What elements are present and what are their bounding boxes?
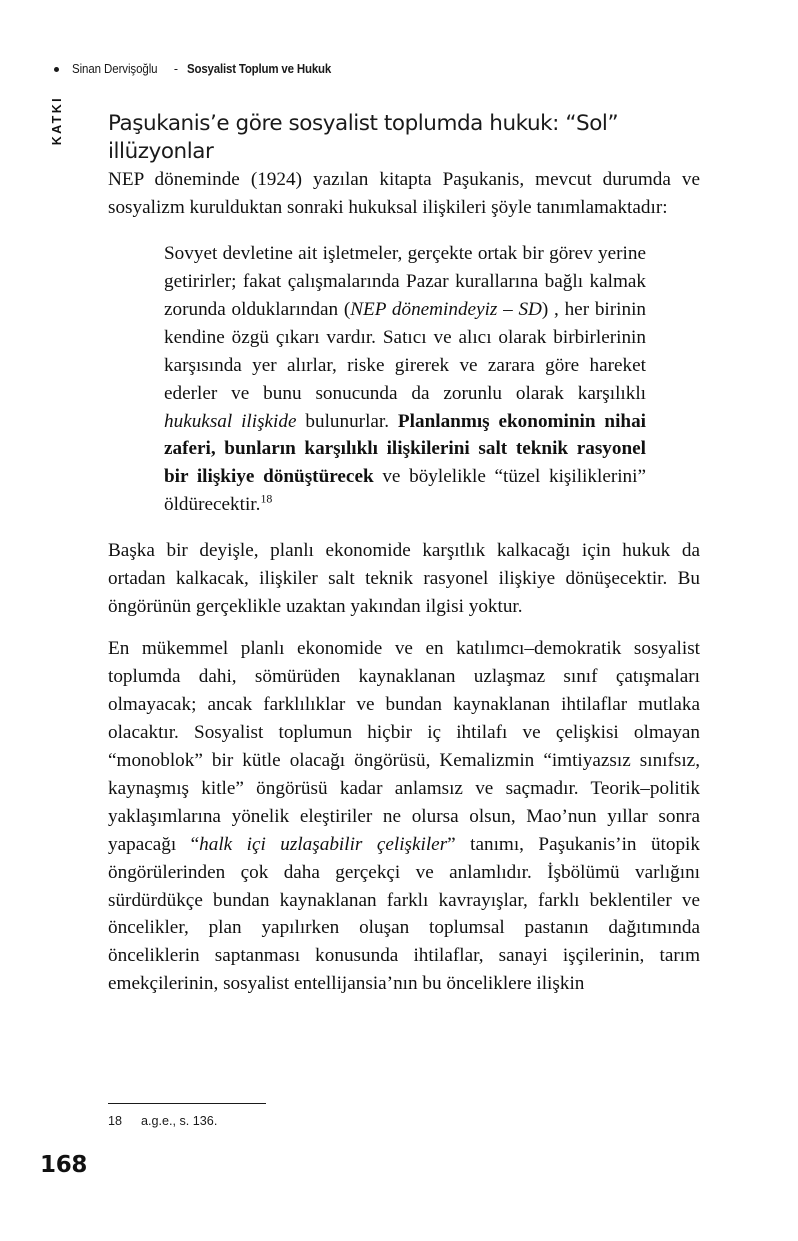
quote-part-4: ve böylelikle “tüzel kişiliklerini” öldürecektir. bbox=[164, 466, 646, 516]
quote-italic-2: hukuksal ilişkide bbox=[164, 410, 297, 432]
footnote-text: a.g.e., s. 136. bbox=[141, 1114, 218, 1128]
block-quote-text bbox=[164, 240, 646, 519]
paragraph-3-part-2: ” tanımı, Paşukanis’in ütopik öngörülerinden çok daha gerçekçi ve anlamlıdır. İşbölümü varlığını sürdürdükçe bundan kaynaklanan farklı kavrayışlar, farklı beklentiler ve öncelikler, plan yapılırken oluşan toplumsal pastanın dağıtımında önceliklerin saptanması konusunda ihtilaflar, sanayi işçilerinin, tarım emekçilerinin, sosyalist entellijansia’nın bu önceliklere ilişkin bbox=[108, 833, 700, 995]
quote-part-2: ) , her birinin kendine özgü çıkarı vardır. Satıcı ve alıcı olarak birbirlerinin karşısında yer alırlar, riske girerek ve zarara göre hareket ederler ve bunu sonucunda da zorunlu olarak karşılıklı bbox=[164, 298, 646, 404]
intro-paragraph: NEP döneminde (1924) yazılan kitapta Paşukanis, mevcut durumda ve sosyalizm kurulduktan sonraki hukuksal ilişkileri şöyle tanımlamaktadır: bbox=[108, 169, 700, 218]
running-head-separator: - bbox=[173, 62, 178, 76]
body-column bbox=[108, 166, 700, 998]
quote-italic-1: NEP dönemindeyiz – SD bbox=[350, 298, 542, 320]
page-title: Paşukanis’e göre sosyalist toplumda hukuk: “Sol” illüzyonlar bbox=[108, 111, 619, 165]
running-head-publication: Sosyalist Toplum ve Hukuk bbox=[186, 62, 332, 76]
running-head-author: Sinan Dervişoğlu bbox=[72, 62, 158, 76]
paragraph-3 bbox=[108, 635, 700, 998]
paragraph-3-part-1: En mükemmel planlı ekonomide ve en katılımcı–demokratik sosyalist toplumda dahi, sömürüden kaynaklanan uzlaşmaz sınıf çatışmaları olmayacak; ancak farklılıklar ve bundan kaynaklanan ihtilaflar mutlaka olacaktır. Sosyalist toplumun hiçbir iç ihtilafı ve çelişkisi olmayan “monoblok” bir kütle olacağı öngörüsü, Kemalizmin “imtiyazsız sınıfsız, kaynaşmış kitle” öngörüsü kadar anlamsız ve saçmadır. Teorik–politik yaklaşımlarına yönelik eleştiriler ne olursa olsun, Mao’nun yıllar sonra yapacağı “ bbox=[108, 638, 700, 855]
block-quote bbox=[164, 240, 646, 519]
footnote-marker-18[interactable]: 18 bbox=[260, 491, 273, 506]
page-number: 168 bbox=[40, 1152, 88, 1178]
paragraph-3-italic-1: halk içi uzlaşabilir çelişkiler bbox=[199, 833, 448, 855]
footnote-area bbox=[108, 1103, 700, 1131]
section-tab bbox=[44, 96, 70, 192]
quote-part-1: Sovyet devletine ait işletmeler, gerçekte ortak bir görev yerine getirirler; fakat çalışmalarında Pazar kurallarına bağlı kalmak zorunda olduklarından ( bbox=[164, 242, 646, 320]
footnote-number: 18 bbox=[108, 1114, 123, 1128]
running-head bbox=[54, 62, 344, 76]
quote-bold-1: Planlanmış ekonominin nihai zaferi, bunların karşılıklı ilişkilerini salt teknik rasyonel bir ilişkiye dönüştürecek bbox=[164, 410, 646, 488]
quote-part-3: bulunurlar. bbox=[296, 410, 398, 432]
paragraph-2: Başka bir deyişle, planlı ekonomide karşıtlık kalkacağı için hukuk da ortadan kalkacak, ilişkiler salt teknik rasyonel ilişkiye dönüşecektir. Bu öngörünün gerçeklikle uzaktan yakından ilgisi yoktur. bbox=[108, 540, 700, 618]
footnote-item bbox=[108, 1113, 700, 1131]
footnote-rule bbox=[108, 1103, 266, 1104]
bullet-icon bbox=[54, 67, 59, 72]
section-tab-label: KATKI bbox=[50, 96, 64, 146]
